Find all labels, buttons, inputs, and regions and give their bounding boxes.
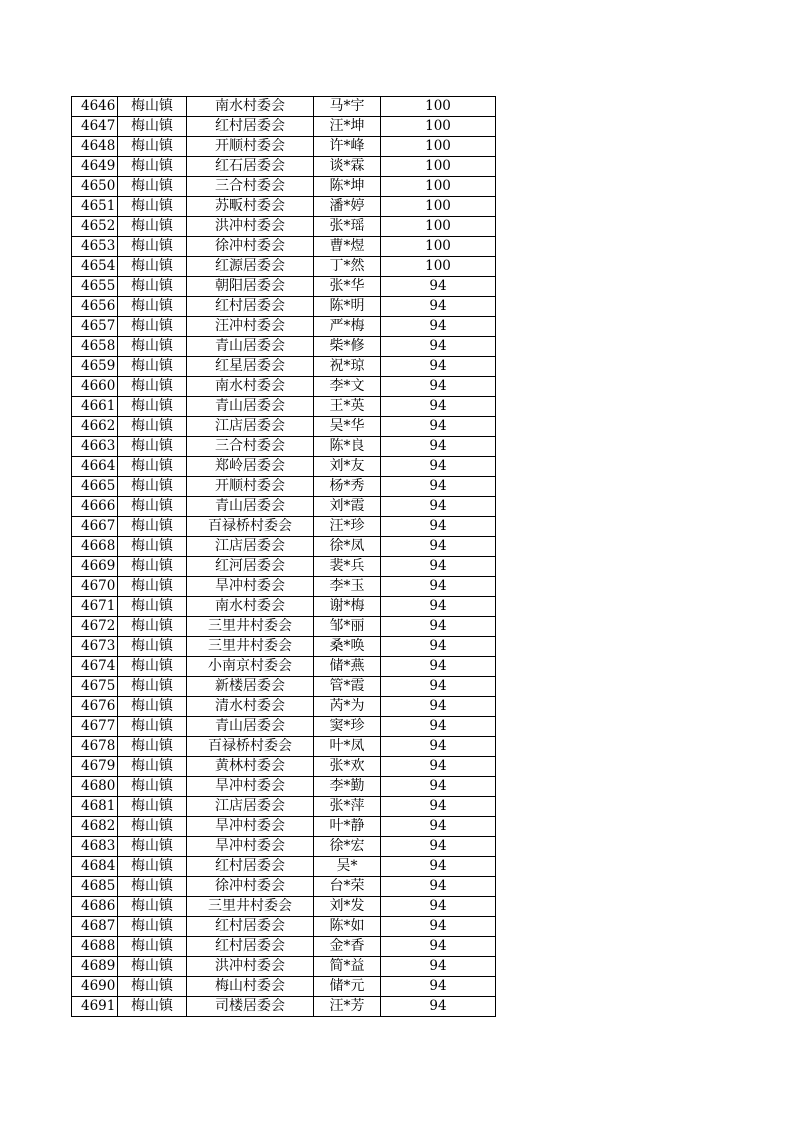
table-row xyxy=(72,877,496,897)
row-number-cell: 4687 xyxy=(72,917,118,937)
person-name-cell: 叶*凤 xyxy=(314,737,381,757)
row-number-cell: 4681 xyxy=(72,797,118,817)
row-number-cell: 4685 xyxy=(72,877,118,897)
row-number-cell: 4652 xyxy=(72,217,118,237)
person-name-cell: 丁*然 xyxy=(314,257,381,277)
village-committee-cell: 梅山村委会 xyxy=(187,977,314,997)
table-row xyxy=(72,517,496,537)
village-committee-cell: 青山居委会 xyxy=(187,337,314,357)
score-cell: 94 xyxy=(381,877,496,897)
score-cell: 94 xyxy=(381,837,496,857)
town-cell: 梅山镇 xyxy=(118,377,187,397)
table-row xyxy=(72,977,496,997)
row-number-cell: 4676 xyxy=(72,697,118,717)
row-number-cell: 4689 xyxy=(72,957,118,977)
person-name-cell: 张*萍 xyxy=(314,797,381,817)
person-name-cell: 谢*梅 xyxy=(314,597,381,617)
score-cell: 94 xyxy=(381,717,496,737)
score-cell: 94 xyxy=(381,497,496,517)
table-row xyxy=(72,857,496,877)
roster-table xyxy=(71,96,496,1017)
row-number-cell: 4668 xyxy=(72,537,118,557)
table-row xyxy=(72,377,496,397)
row-number-cell: 4660 xyxy=(72,377,118,397)
score-cell: 94 xyxy=(381,777,496,797)
town-cell: 梅山镇 xyxy=(118,477,187,497)
row-number-cell: 4684 xyxy=(72,857,118,877)
person-name-cell: 邹*丽 xyxy=(314,617,381,637)
town-cell: 梅山镇 xyxy=(118,897,187,917)
town-cell: 梅山镇 xyxy=(118,157,187,177)
village-committee-cell: 红村居委会 xyxy=(187,917,314,937)
score-cell: 94 xyxy=(381,857,496,877)
row-number-cell: 4671 xyxy=(72,597,118,617)
score-cell: 94 xyxy=(381,917,496,937)
person-name-cell: 李*文 xyxy=(314,377,381,397)
town-cell: 梅山镇 xyxy=(118,577,187,597)
person-name-cell: 马*宇 xyxy=(314,97,381,117)
score-cell: 100 xyxy=(381,217,496,237)
village-committee-cell: 旱冲村委会 xyxy=(187,777,314,797)
score-cell: 94 xyxy=(381,937,496,957)
village-committee-cell: 三合村委会 xyxy=(187,177,314,197)
person-name-cell: 储*元 xyxy=(314,977,381,997)
score-cell: 100 xyxy=(381,117,496,137)
row-number-cell: 4678 xyxy=(72,737,118,757)
village-committee-cell: 南水村委会 xyxy=(187,377,314,397)
table-row xyxy=(72,597,496,617)
town-cell: 梅山镇 xyxy=(118,637,187,657)
person-name-cell: 王*英 xyxy=(314,397,381,417)
town-cell: 梅山镇 xyxy=(118,297,187,317)
town-cell: 梅山镇 xyxy=(118,357,187,377)
row-number-cell: 4654 xyxy=(72,257,118,277)
person-name-cell: 柴*修 xyxy=(314,337,381,357)
table-row xyxy=(72,417,496,437)
town-cell: 梅山镇 xyxy=(118,257,187,277)
table-row xyxy=(72,477,496,497)
person-name-cell: 张*欢 xyxy=(314,757,381,777)
row-number-cell: 4647 xyxy=(72,117,118,137)
village-committee-cell: 红河居委会 xyxy=(187,557,314,577)
village-committee-cell: 江店居委会 xyxy=(187,537,314,557)
person-name-cell: 管*霞 xyxy=(314,677,381,697)
person-name-cell: 芮*为 xyxy=(314,697,381,717)
person-name-cell: 李*玉 xyxy=(314,577,381,597)
row-number-cell: 4673 xyxy=(72,637,118,657)
score-cell: 94 xyxy=(381,337,496,357)
score-cell: 94 xyxy=(381,957,496,977)
score-cell: 94 xyxy=(381,277,496,297)
score-cell: 94 xyxy=(381,817,496,837)
table-row xyxy=(72,197,496,217)
row-number-cell: 4680 xyxy=(72,777,118,797)
row-number-cell: 4683 xyxy=(72,837,118,857)
table-row xyxy=(72,117,496,137)
row-number-cell: 4669 xyxy=(72,557,118,577)
village-committee-cell: 青山居委会 xyxy=(187,717,314,737)
town-cell: 梅山镇 xyxy=(118,617,187,637)
town-cell: 梅山镇 xyxy=(118,997,187,1017)
village-committee-cell: 小南京村委会 xyxy=(187,657,314,677)
score-cell: 94 xyxy=(381,437,496,457)
village-committee-cell: 三合村委会 xyxy=(187,437,314,457)
person-name-cell: 陈*如 xyxy=(314,917,381,937)
score-cell: 94 xyxy=(381,517,496,537)
village-committee-cell: 百禄桥村委会 xyxy=(187,517,314,537)
town-cell: 梅山镇 xyxy=(118,437,187,457)
table-row xyxy=(72,577,496,597)
person-name-cell: 张*瑶 xyxy=(314,217,381,237)
table-row xyxy=(72,657,496,677)
row-number-cell: 4659 xyxy=(72,357,118,377)
table-row xyxy=(72,237,496,257)
town-cell: 梅山镇 xyxy=(118,457,187,477)
row-number-cell: 4674 xyxy=(72,657,118,677)
village-committee-cell: 汪冲村委会 xyxy=(187,317,314,337)
person-name-cell: 徐*宏 xyxy=(314,837,381,857)
table-row xyxy=(72,177,496,197)
score-cell: 94 xyxy=(381,537,496,557)
village-committee-cell: 南水村委会 xyxy=(187,597,314,617)
table-row xyxy=(72,737,496,757)
person-name-cell: 许*峰 xyxy=(314,137,381,157)
village-committee-cell: 红石居委会 xyxy=(187,157,314,177)
town-cell: 梅山镇 xyxy=(118,917,187,937)
table-row xyxy=(72,677,496,697)
score-cell: 94 xyxy=(381,617,496,637)
person-name-cell: 储*燕 xyxy=(314,657,381,677)
village-committee-cell: 红村居委会 xyxy=(187,117,314,137)
table-row xyxy=(72,637,496,657)
row-number-cell: 4667 xyxy=(72,517,118,537)
village-committee-cell: 旱冲村委会 xyxy=(187,837,314,857)
person-name-cell: 金*香 xyxy=(314,937,381,957)
village-committee-cell: 青山居委会 xyxy=(187,397,314,417)
person-name-cell: 窦*珍 xyxy=(314,717,381,737)
town-cell: 梅山镇 xyxy=(118,557,187,577)
town-cell: 梅山镇 xyxy=(118,697,187,717)
table-row xyxy=(72,717,496,737)
row-number-cell: 4679 xyxy=(72,757,118,777)
row-number-cell: 4690 xyxy=(72,977,118,997)
town-cell: 梅山镇 xyxy=(118,197,187,217)
row-number-cell: 4672 xyxy=(72,617,118,637)
row-number-cell: 4664 xyxy=(72,457,118,477)
score-cell: 94 xyxy=(381,997,496,1017)
person-name-cell: 陈*坤 xyxy=(314,177,381,197)
score-cell: 100 xyxy=(381,137,496,157)
person-name-cell: 谈*霖 xyxy=(314,157,381,177)
roster-table-body xyxy=(72,97,496,1017)
score-cell: 94 xyxy=(381,557,496,577)
town-cell: 梅山镇 xyxy=(118,597,187,617)
town-cell: 梅山镇 xyxy=(118,337,187,357)
town-cell: 梅山镇 xyxy=(118,717,187,737)
person-name-cell: 严*梅 xyxy=(314,317,381,337)
row-number-cell: 4646 xyxy=(72,97,118,117)
row-number-cell: 4658 xyxy=(72,337,118,357)
table-row xyxy=(72,537,496,557)
table-row xyxy=(72,157,496,177)
village-committee-cell: 黄林村委会 xyxy=(187,757,314,777)
person-name-cell: 徐*凤 xyxy=(314,537,381,557)
person-name-cell: 汪*珍 xyxy=(314,517,381,537)
row-number-cell: 4688 xyxy=(72,937,118,957)
row-number-cell: 4648 xyxy=(72,137,118,157)
town-cell: 梅山镇 xyxy=(118,97,187,117)
town-cell: 梅山镇 xyxy=(118,937,187,957)
row-number-cell: 4663 xyxy=(72,437,118,457)
row-number-cell: 4670 xyxy=(72,577,118,597)
score-cell: 94 xyxy=(381,897,496,917)
table-row xyxy=(72,697,496,717)
village-committee-cell: 旱冲村委会 xyxy=(187,817,314,837)
table-row xyxy=(72,917,496,937)
town-cell: 梅山镇 xyxy=(118,837,187,857)
score-cell: 100 xyxy=(381,197,496,217)
row-number-cell: 4655 xyxy=(72,277,118,297)
village-committee-cell: 青山居委会 xyxy=(187,497,314,517)
town-cell: 梅山镇 xyxy=(118,317,187,337)
table-row xyxy=(72,277,496,297)
row-number-cell: 4675 xyxy=(72,677,118,697)
village-committee-cell: 江店居委会 xyxy=(187,417,314,437)
row-number-cell: 4651 xyxy=(72,197,118,217)
table-row xyxy=(72,497,496,517)
score-cell: 100 xyxy=(381,157,496,177)
village-committee-cell: 红村居委会 xyxy=(187,297,314,317)
town-cell: 梅山镇 xyxy=(118,817,187,837)
person-name-cell: 祝*琼 xyxy=(314,357,381,377)
row-number-cell: 4691 xyxy=(72,997,118,1017)
town-cell: 梅山镇 xyxy=(118,957,187,977)
score-cell: 100 xyxy=(381,177,496,197)
town-cell: 梅山镇 xyxy=(118,977,187,997)
village-committee-cell: 苏畈村委会 xyxy=(187,197,314,217)
table-row xyxy=(72,797,496,817)
score-cell: 94 xyxy=(381,317,496,337)
village-committee-cell: 郑岭居委会 xyxy=(187,457,314,477)
score-cell: 94 xyxy=(381,397,496,417)
village-committee-cell: 司楼居委会 xyxy=(187,997,314,1017)
score-cell: 94 xyxy=(381,377,496,397)
table-row xyxy=(72,317,496,337)
town-cell: 梅山镇 xyxy=(118,537,187,557)
person-name-cell: 刘*友 xyxy=(314,457,381,477)
village-committee-cell: 三里井村委会 xyxy=(187,897,314,917)
town-cell: 梅山镇 xyxy=(118,657,187,677)
town-cell: 梅山镇 xyxy=(118,797,187,817)
town-cell: 梅山镇 xyxy=(118,117,187,137)
person-name-cell: 张*华 xyxy=(314,277,381,297)
town-cell: 梅山镇 xyxy=(118,497,187,517)
table-row xyxy=(72,897,496,917)
row-number-cell: 4653 xyxy=(72,237,118,257)
town-cell: 梅山镇 xyxy=(118,877,187,897)
person-name-cell: 吴* xyxy=(314,857,381,877)
person-name-cell: 汪*芳 xyxy=(314,997,381,1017)
table-row xyxy=(72,437,496,457)
score-cell: 94 xyxy=(381,737,496,757)
village-committee-cell: 朝阳居委会 xyxy=(187,277,314,297)
table-row xyxy=(72,837,496,857)
row-number-cell: 4649 xyxy=(72,157,118,177)
person-name-cell: 杨*秀 xyxy=(314,477,381,497)
score-cell: 94 xyxy=(381,697,496,717)
table-row xyxy=(72,757,496,777)
score-cell: 94 xyxy=(381,297,496,317)
village-committee-cell: 开顺村委会 xyxy=(187,137,314,157)
row-number-cell: 4677 xyxy=(72,717,118,737)
person-name-cell: 台*荣 xyxy=(314,877,381,897)
score-cell: 94 xyxy=(381,677,496,697)
row-number-cell: 4650 xyxy=(72,177,118,197)
village-committee-cell: 洪冲村委会 xyxy=(187,957,314,977)
score-cell: 94 xyxy=(381,457,496,477)
village-committee-cell: 红村居委会 xyxy=(187,937,314,957)
person-name-cell: 刘*发 xyxy=(314,897,381,917)
village-committee-cell: 百禄桥村委会 xyxy=(187,737,314,757)
row-number-cell: 4656 xyxy=(72,297,118,317)
score-cell: 100 xyxy=(381,97,496,117)
town-cell: 梅山镇 xyxy=(118,277,187,297)
score-cell: 94 xyxy=(381,357,496,377)
village-committee-cell: 开顺村委会 xyxy=(187,477,314,497)
person-name-cell: 刘*霞 xyxy=(314,497,381,517)
row-number-cell: 4662 xyxy=(72,417,118,437)
town-cell: 梅山镇 xyxy=(118,177,187,197)
row-number-cell: 4666 xyxy=(72,497,118,517)
score-cell: 100 xyxy=(381,257,496,277)
village-committee-cell: 三里井村委会 xyxy=(187,637,314,657)
row-number-cell: 4665 xyxy=(72,477,118,497)
score-cell: 94 xyxy=(381,977,496,997)
person-name-cell: 潘*婷 xyxy=(314,197,381,217)
score-cell: 94 xyxy=(381,637,496,657)
person-name-cell: 吴*华 xyxy=(314,417,381,437)
village-committee-cell: 南水村委会 xyxy=(187,97,314,117)
table-row xyxy=(72,217,496,237)
town-cell: 梅山镇 xyxy=(118,517,187,537)
town-cell: 梅山镇 xyxy=(118,777,187,797)
village-committee-cell: 江店居委会 xyxy=(187,797,314,817)
score-cell: 94 xyxy=(381,757,496,777)
score-cell: 94 xyxy=(381,657,496,677)
table-row xyxy=(72,137,496,157)
table-row xyxy=(72,257,496,277)
row-number-cell: 4657 xyxy=(72,317,118,337)
score-cell: 94 xyxy=(381,417,496,437)
village-committee-cell: 红源居委会 xyxy=(187,257,314,277)
village-committee-cell: 徐冲村委会 xyxy=(187,237,314,257)
village-committee-cell: 新楼居委会 xyxy=(187,677,314,697)
row-number-cell: 4686 xyxy=(72,897,118,917)
town-cell: 梅山镇 xyxy=(118,857,187,877)
town-cell: 梅山镇 xyxy=(118,137,187,157)
village-committee-cell: 徐冲村委会 xyxy=(187,877,314,897)
village-committee-cell: 旱冲村委会 xyxy=(187,577,314,597)
village-committee-cell: 洪冲村委会 xyxy=(187,217,314,237)
town-cell: 梅山镇 xyxy=(118,417,187,437)
table-row xyxy=(72,337,496,357)
table-row xyxy=(72,557,496,577)
village-committee-cell: 红星居委会 xyxy=(187,357,314,377)
person-name-cell: 汪*坤 xyxy=(314,117,381,137)
row-number-cell: 4682 xyxy=(72,817,118,837)
table-row xyxy=(72,997,496,1017)
score-cell: 94 xyxy=(381,577,496,597)
table-row xyxy=(72,357,496,377)
town-cell: 梅山镇 xyxy=(118,217,187,237)
table-row xyxy=(72,297,496,317)
person-name-cell: 李*勤 xyxy=(314,777,381,797)
table-row xyxy=(72,817,496,837)
person-name-cell: 陈*良 xyxy=(314,437,381,457)
town-cell: 梅山镇 xyxy=(118,677,187,697)
score-cell: 100 xyxy=(381,237,496,257)
score-cell: 94 xyxy=(381,597,496,617)
town-cell: 梅山镇 xyxy=(118,757,187,777)
village-committee-cell: 清水村委会 xyxy=(187,697,314,717)
town-cell: 梅山镇 xyxy=(118,397,187,417)
table-row xyxy=(72,97,496,117)
town-cell: 梅山镇 xyxy=(118,237,187,257)
table-row xyxy=(72,617,496,637)
table-row xyxy=(72,937,496,957)
person-name-cell: 曹*煜 xyxy=(314,237,381,257)
table-row xyxy=(72,957,496,977)
person-name-cell: 简*益 xyxy=(314,957,381,977)
town-cell: 梅山镇 xyxy=(118,737,187,757)
person-name-cell: 陈*明 xyxy=(314,297,381,317)
score-cell: 94 xyxy=(381,477,496,497)
row-number-cell: 4661 xyxy=(72,397,118,417)
table-row xyxy=(72,397,496,417)
village-committee-cell: 红村居委会 xyxy=(187,857,314,877)
person-name-cell: 桑*唤 xyxy=(314,637,381,657)
village-committee-cell: 三里井村委会 xyxy=(187,617,314,637)
table-row xyxy=(72,777,496,797)
table-row xyxy=(72,457,496,477)
person-name-cell: 裴*兵 xyxy=(314,557,381,577)
score-cell: 94 xyxy=(381,797,496,817)
person-name-cell: 叶*静 xyxy=(314,817,381,837)
